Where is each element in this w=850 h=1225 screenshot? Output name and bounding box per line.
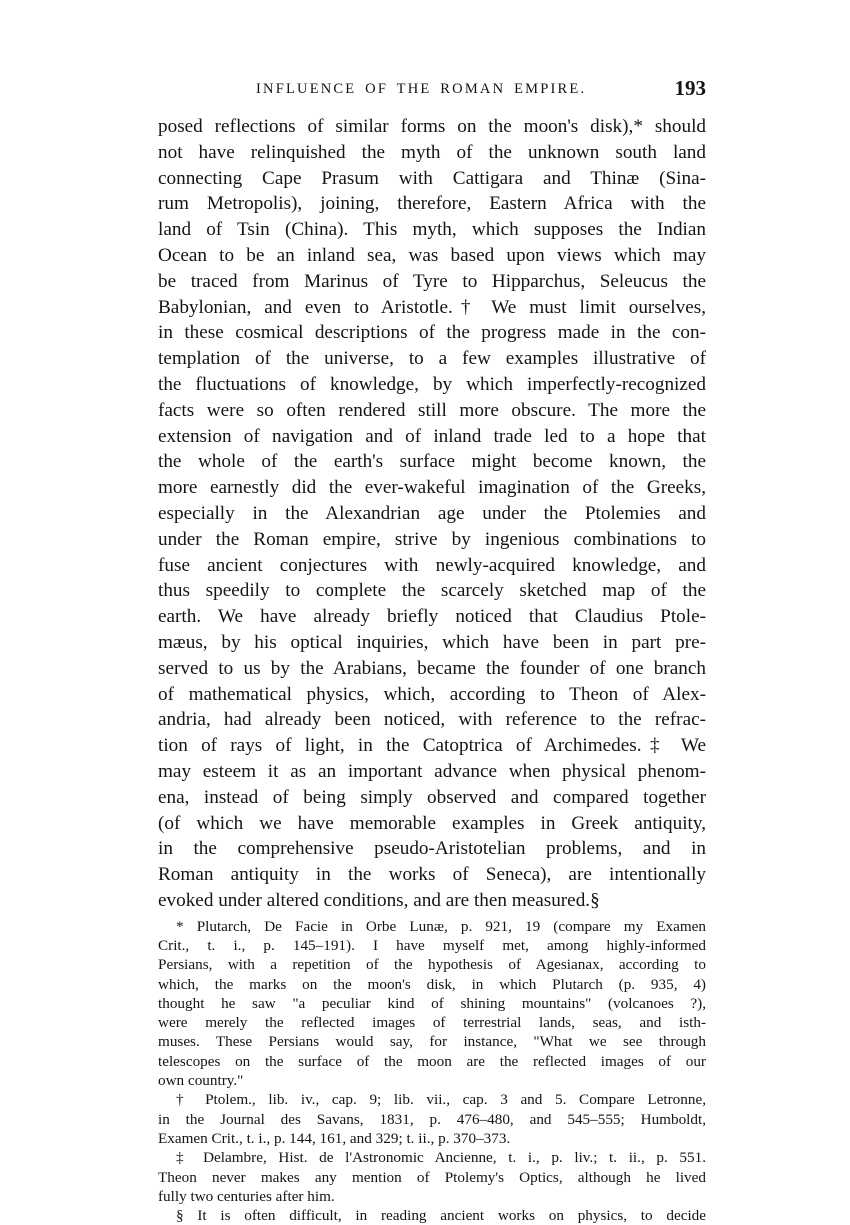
body-line: ena, instead of being simply observed and compared together [158,786,706,808]
body-line: under the Roman empire, strive by ingenious combinations to [158,528,706,550]
footnotes [158,917,706,1225]
footnote-line: were merely the reflected images of terrestrial lands, seas, and isth- [158,1014,706,1032]
body-line: evoked under altered conditions, and are then measured.§ [158,889,600,911]
page-header [158,78,706,104]
body-line: mæus, by his optical inquiries, which have been in part pre- [158,631,706,653]
body-line: Ocean to be an inland sea, was based upon views which may [158,244,706,266]
footnote-line: fully two centuries after him. [158,1187,335,1205]
footnote-line: § It is often difficult, in reading ancient works on physics, to decide [176,1207,706,1225]
body-line: especially in the Alexandrian age under the Ptolemies and [158,502,706,524]
footnote-line: Examen Crit., t. i., p. 144, 161, and 329; t. ii., p. 370–373. [158,1129,511,1147]
footnote-line: * Plutarch, De Facie in Orbe Lunæ, p. 921, 19 (compare my Examen [176,917,706,935]
footnote-line: Persians, with a repetition of the hypothesis of Agesianax, according to [158,956,706,974]
body-line: rum Metropolis), joining, therefore, Eastern Africa with the [158,193,706,215]
book-page [158,78,706,1225]
body-line: thus speedily to complete the scarcely sketched map of the [158,580,706,602]
footnote-line: own country." [158,1072,244,1090]
body-line: templation of the universe, to a few examples illustrative of [158,348,706,370]
body-line: the whole of the earth's surface might become known, the [158,451,706,473]
body-line: the fluctuations of knowledge, by which imperfectly-recognized [158,373,706,395]
footnote-line: ‡ Delambre, Hist. de l'Astronomic Ancienne, t. i., p. liv.; t. ii., p. 551. [176,1149,706,1167]
body-line: tion of rays of light, in the Catoptrica of Archimedes.‡ We [158,735,706,757]
body-line: Roman antiquity in the works of Seneca), are intentionally [158,864,706,886]
footnote-line: telescopes on the surface of the moon are the reflected images of our [158,1052,706,1070]
body-line: more earnestly did the ever-wakeful imagination of the Greeks, [158,477,706,499]
footnote-line: in the Journal des Savans, 1831, p. 476–480, and 545–555; Humboldt, [158,1110,706,1128]
body-line: may esteem it as an important advance when physical phenom- [158,760,706,782]
footnote-line: muses. These Persians would say, for instance, "What we see through [158,1033,706,1051]
footnote-line: which, the marks on the moon's disk, in which Plutarch (p. 935, 4) [158,975,706,993]
footnote-line: Theon never makes any mention of Ptolemy's Optics, although he lived [158,1168,706,1186]
body-line: facts were so often rendered still more obscure. The more the [158,399,706,421]
page-number: 193 [674,76,706,100]
body-line: fuse ancient conjectures with newly-acquired knowledge, and [158,554,706,576]
body-line: (of which we have memorable examples in Greek antiquity, [158,812,706,834]
footnote-line: † Ptolem., lib. iv., cap. 9; lib. vii., cap. 3 and 5. Compare Letronne, [176,1091,706,1109]
running-head: INFLUENCE OF THE ROMAN EMPIRE. [256,81,587,97]
footnote-line: thought he saw "a peculiar kind of shining mountains" (volcanoes ?), [158,994,706,1012]
body-line: in these cosmical descriptions of the progress made in the con- [158,322,706,344]
body-line: of mathematical physics, which, according to Theon of Alex- [158,683,706,705]
body-line: in the comprehensive pseudo-Aristotelian problems, and in [158,838,706,860]
body-line: served to us by the Arabians, became the founder of one branch [158,657,706,679]
body-line: land of Tsin (China). This myth, which supposes the Indian [158,219,706,241]
body-line: earth. We have already briefly noticed that Claudius Ptole- [158,606,706,628]
footnote-line: Crit., t. i., p. 145–191). I have myself met, among highly-informed [158,937,706,954]
body-line: connecting Cape Prasum with Cattigara and Thinæ (Sina- [158,167,706,189]
body-line: posed reflections of similar forms on the moon's disk),* should [158,116,706,137]
body-line: extension of navigation and of inland trade led to a hope that [158,425,706,447]
body-line: be traced from Marinus of Tyre to Hipparchus, Seleucus the [158,270,706,292]
body-line: Babylonian, and even to Aristotle.† We must limit ourselves, [158,296,706,318]
body-text [158,114,706,914]
body-line: not have relinquished the myth of the unknown south land [158,141,706,163]
body-line: andria, had already been noticed, with reference to the refrac- [158,709,706,731]
